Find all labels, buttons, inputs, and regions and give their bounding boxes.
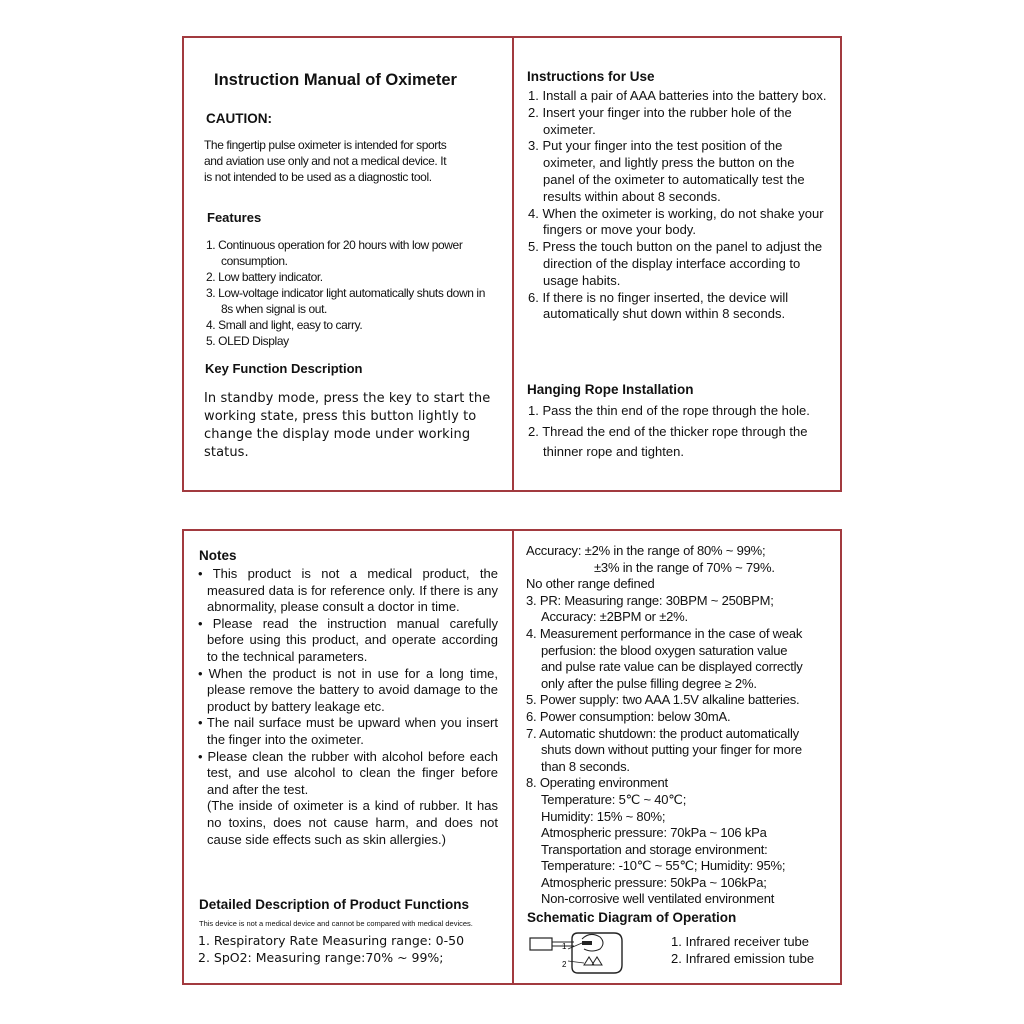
- note-item: • Please clean the rubber with alcohol before each test, and use alcohol to clean the finger before and after the test.: [198, 748, 498, 797]
- detailed-item: 1. Respiratory Rate Measuring range: 0-50: [198, 933, 465, 948]
- spec-humidity: Humidity: 15% ~ 80%;: [541, 808, 666, 824]
- bottom-left-column: [184, 531, 512, 983]
- feature-item: 3. Low-voltage indicator light automatically shuts down in 8s when signal is out.: [206, 286, 485, 316]
- spec-item-5: 5. Power supply: two AAA 1.5V alkaline batteries.: [526, 692, 800, 708]
- spec-noncorrosive: Non-corrosive well ventilated environment: [541, 891, 775, 907]
- finger-clip-outline: [572, 933, 622, 973]
- note-item: • This product is not a medical product, the measured data is for reference only. If there is any abnormality, please consult a doctor in time.: [198, 566, 498, 615]
- spec-pressure: Atmospheric pressure: 70kPa ~ 106 kPa: [541, 825, 767, 841]
- caution-text: The fingertip pulse oximeter is intended for sports and aviation use only and not a medical device. It is not intended to be used as a diagnostic tool.: [204, 138, 447, 184]
- instruction-item: 5. Press the touch button on the panel to adjust the direction of the display interface according to usage habits.: [528, 239, 823, 288]
- sensor-block: [530, 938, 552, 950]
- manual-title: Instruction Manual of Oximeter: [214, 71, 457, 89]
- schematic-legend: [671, 933, 814, 967]
- detailed-heading: Detailed Description of Product Functions: [199, 897, 470, 912]
- feature-item: 5. OLED Display: [206, 334, 289, 348]
- rope-item: 1. Pass the thin end of the rope through the hole.: [528, 403, 810, 418]
- spec-item-6: 6. Power consumption: below 30mA.: [526, 708, 731, 724]
- features-list: [206, 237, 486, 349]
- spec-item-8: 8. Operating environment: [526, 775, 668, 791]
- note-item: • When the product is not in use for a long time, please remove the battery to avoid damage to the product by battery leakage etc.: [198, 665, 498, 714]
- spec-pr-accuracy: Accuracy: ±2BPM or ±2%.: [541, 609, 688, 625]
- spec-temperature: Temperature: 5℃ ~ 40℃;: [541, 791, 687, 807]
- detailed-list: [198, 933, 464, 966]
- instruction-item: 4. When the oximeter is working, do not shake your fingers or move your body.: [528, 205, 824, 238]
- instructions-list: [528, 88, 828, 323]
- rope-heading: Hanging Rope Installation: [527, 382, 694, 397]
- detailed-item: 2. SpO2: Measuring range:70% ~ 99%;: [198, 949, 444, 965]
- manual-card-bottom: [182, 529, 842, 985]
- instructions-heading: Instructions for Use: [527, 69, 655, 84]
- note-item: • The nail surface must be upward when you insert the finger into the oximeter.: [198, 715, 498, 747]
- spec-item-4: 4. Measurement performance in the case of weak: [526, 625, 803, 641]
- legend-emission: 2. Infrared emission tube: [671, 951, 815, 966]
- diagram-label-1: 1: [562, 942, 567, 951]
- spec-item-4-line: perfusion: the blood oxygen saturation value: [541, 642, 788, 658]
- spec-accuracy-2: ±3% in the range of 70% ~ 79%.: [594, 559, 775, 575]
- rope-list: [528, 401, 828, 463]
- spec-transport-pressure: Atmospheric pressure: 50kPa ~ 106kPa;: [541, 874, 767, 890]
- schematic-diagram: [528, 927, 638, 975]
- receiver-tube: [582, 941, 592, 945]
- spec-item-4-line: only after the pulse filling degree ≥ 2%.: [541, 675, 757, 691]
- pointer-line: [568, 961, 584, 963]
- bottom-right-column: [514, 531, 840, 983]
- spec-transport-temperature: Temperature: -10℃ ~ 55℃; Humidity: 95%;: [541, 858, 786, 874]
- features-heading: Features: [207, 210, 262, 225]
- spec-item-7: 7. Automatic shutdown: the product automatically: [526, 725, 799, 741]
- spec-item-7-line: shuts down without putting your finger for more: [541, 742, 802, 758]
- spec-block: [526, 543, 838, 908]
- instruction-item: 3. Put your finger into the test position of the oximeter, and lightly press the button on the panel of the oximeter to automatically test the results within about 8 seconds.: [528, 138, 805, 204]
- feature-item: 4. Small and light, easy to carry.: [206, 318, 363, 332]
- notes-heading: Notes: [199, 548, 237, 563]
- caution-heading: CAUTION:: [206, 111, 272, 126]
- instruction-item: 2. Insert your finger into the rubber hole of the oximeter.: [528, 104, 792, 137]
- legend-receiver: 1. Infrared receiver tube: [671, 934, 810, 949]
- key-function-text: In standby mode, press the key to start the working state, press this button lightly to change the display mode under working status.: [204, 391, 491, 460]
- schematic-heading: Schematic Diagram of Operation: [527, 910, 737, 925]
- disclaimer-text: This device is not a medical device and cannot be compared with medical devices.: [199, 919, 473, 928]
- instruction-item: 6. If there is no finger inserted, the device will automatically shut down within 8 seconds.: [528, 289, 789, 322]
- spec-item-4-line: and pulse rate value can be displayed correctly: [541, 659, 803, 675]
- diagram-label-2: 2: [562, 960, 567, 969]
- spec-transport: Transportation and storage environment:: [541, 841, 768, 857]
- spec-item-7-line: than 8 seconds.: [541, 758, 630, 774]
- feature-item: 1. Continuous operation for 20 hours with low power consumption.: [206, 238, 463, 268]
- instruction-item: 1. Install a pair of AAA batteries into the battery box.: [528, 88, 827, 103]
- notes-list: [198, 566, 498, 848]
- spec-no-other: No other range defined: [526, 576, 655, 592]
- manual-card-top: [182, 36, 842, 492]
- top-right-column: [514, 38, 840, 490]
- key-function-heading: Key Function Description: [205, 361, 363, 376]
- rope-item: 2. Thread the end of the thicker rope through the thinner rope and tighten.: [528, 423, 808, 459]
- note-extra: (The inside of oximeter is a kind of rubber. It has no toxins, does not cause harm, and does not cause side effects such as skin allergies.): [207, 798, 498, 847]
- top-left-column: [184, 38, 512, 490]
- note-item: • Please read the instruction manual carefully before using this product, and operate according to the technical parameters.: [198, 615, 498, 664]
- feature-item: 2. Low battery indicator.: [206, 270, 323, 284]
- spec-pr: 3. PR: Measuring range: 30BPM ~ 250BPM;: [526, 592, 774, 608]
- spec-accuracy-1: Accuracy: ±2% in the range of 80% ~ 99%;: [526, 543, 766, 558]
